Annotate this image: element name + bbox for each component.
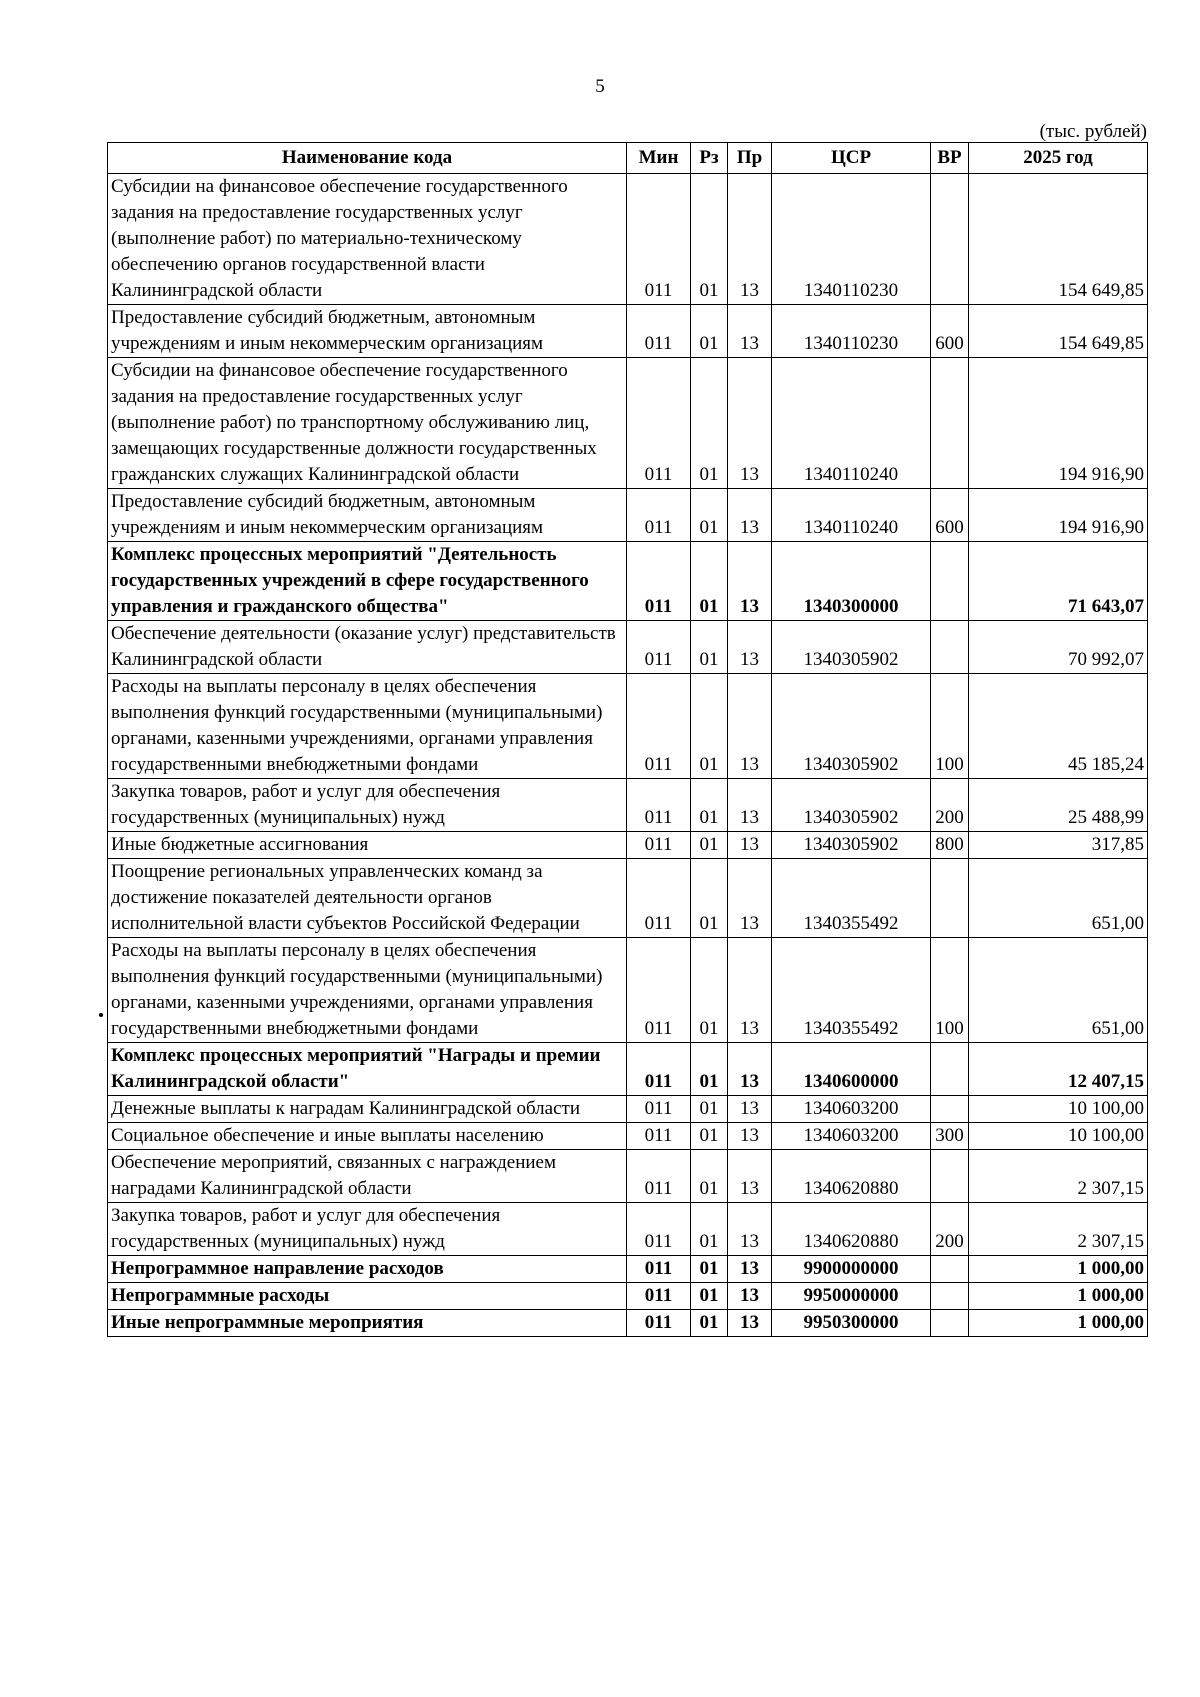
cell-csr: 1340110240 (772, 489, 931, 542)
header-csr: ЦСР (772, 143, 931, 174)
cell-name: Субсидии на финансовое обеспечение государственного задания на предоставление государственных услуг (выполнение работ) по транспортному обслуживанию лиц, замещающих государственные должности государственных гражданских служащих Калининградской области (108, 358, 627, 489)
cell-amount: 1 000,00 (969, 1256, 1148, 1283)
cell-pr: 13 (728, 174, 772, 305)
cell-min: 011 (627, 1203, 691, 1256)
cell-min: 011 (627, 832, 691, 859)
table-body (108, 174, 1148, 1337)
cell-pr: 13 (728, 1043, 772, 1096)
cell-vr (931, 859, 969, 938)
cell-vr: 600 (931, 305, 969, 358)
cell-name: Расходы на выплаты персоналу в целях обеспечения выполнения функций государственными (муниципальными) органами, казенными учреждениями, органами управления государственными внебюджетными фондами (108, 674, 627, 779)
cell-pr: 13 (728, 1096, 772, 1123)
cell-name: Социальное обеспечение и иные выплаты населению (108, 1123, 627, 1150)
cell-pr: 13 (728, 1310, 772, 1337)
cell-rz: 01 (691, 1283, 728, 1310)
cell-csr: 1340620880 (772, 1203, 931, 1256)
cell-rz: 01 (691, 1150, 728, 1203)
cell-name: Поощрение региональных управленческих команд за достижение показателей деятельности органов исполнительной власти субъектов Российской Федерации (108, 859, 627, 938)
cell-csr: 1340300000 (772, 542, 931, 621)
cell-vr (931, 1043, 969, 1096)
cell-csr: 9950000000 (772, 1283, 931, 1310)
table-row (108, 1256, 1148, 1283)
cell-min: 011 (627, 358, 691, 489)
cell-csr: 9900000000 (772, 1256, 931, 1283)
table-row (108, 859, 1148, 938)
cell-min: 011 (627, 1123, 691, 1150)
cell-pr: 13 (728, 305, 772, 358)
cell-min: 011 (627, 674, 691, 779)
cell-name: Расходы на выплаты персоналу в целях обеспечения выполнения функций государственными (муниципальными) органами, казенными учреждениями, органами управления государственными внебюджетными фондами (108, 938, 627, 1043)
table-row (108, 1150, 1148, 1203)
cell-name: Непрограммное направление расходов (108, 1256, 627, 1283)
cell-amount: 154 649,85 (969, 174, 1148, 305)
cell-vr (931, 174, 969, 305)
cell-rz: 01 (691, 1123, 728, 1150)
cell-csr: 1340355492 (772, 938, 931, 1043)
table-row (108, 779, 1148, 832)
cell-min: 011 (627, 489, 691, 542)
cell-csr: 1340110240 (772, 358, 931, 489)
table-row (108, 1123, 1148, 1150)
cell-amount: 25 488,99 (969, 779, 1148, 832)
cell-name: Иные бюджетные ассигнования (108, 832, 627, 859)
cell-rz: 01 (691, 1256, 728, 1283)
cell-amount: 2 307,15 (969, 1203, 1148, 1256)
table-row (108, 1043, 1148, 1096)
table-row (108, 1096, 1148, 1123)
cell-pr: 13 (728, 859, 772, 938)
cell-rz: 01 (691, 1096, 728, 1123)
cell-rz: 01 (691, 1310, 728, 1337)
header-year: 2025 год (969, 143, 1148, 174)
cell-amount: 1 000,00 (969, 1283, 1148, 1310)
page-number: 5 (595, 76, 605, 97)
cell-pr: 13 (728, 938, 772, 1043)
cell-pr: 13 (728, 1256, 772, 1283)
cell-pr: 13 (728, 1203, 772, 1256)
cell-vr (931, 1256, 969, 1283)
table-row (108, 542, 1148, 621)
table-header-row (108, 143, 1148, 174)
budget-table (107, 142, 1148, 1337)
cell-amount: 1 000,00 (969, 1310, 1148, 1337)
cell-rz: 01 (691, 358, 728, 489)
header-vr: ВР (931, 143, 969, 174)
cell-pr: 13 (728, 1150, 772, 1203)
units-label: (тыс. рублей) (1039, 121, 1147, 142)
cell-amount: 317,85 (969, 832, 1148, 859)
cell-name: Закупка товаров, работ и услуг для обеспечения государственных (муниципальных) нужд (108, 779, 627, 832)
cell-csr: 1340305902 (772, 621, 931, 674)
cell-min: 011 (627, 1283, 691, 1310)
cell-min: 011 (627, 305, 691, 358)
cell-vr (931, 621, 969, 674)
cell-csr: 1340600000 (772, 1043, 931, 1096)
cell-rz: 01 (691, 489, 728, 542)
scan-dot (99, 1013, 103, 1017)
cell-vr: 300 (931, 1123, 969, 1150)
cell-min: 011 (627, 1310, 691, 1337)
cell-rz: 01 (691, 832, 728, 859)
cell-amount: 154 649,85 (969, 305, 1148, 358)
table-row (108, 621, 1148, 674)
cell-csr: 1340603200 (772, 1096, 931, 1123)
cell-vr: 800 (931, 832, 969, 859)
cell-rz: 01 (691, 674, 728, 779)
cell-pr: 13 (728, 779, 772, 832)
table-row (108, 174, 1148, 305)
table-row (108, 489, 1148, 542)
cell-rz: 01 (691, 621, 728, 674)
cell-csr: 1340110230 (772, 174, 931, 305)
cell-pr: 13 (728, 832, 772, 859)
cell-name: Закупка товаров, работ и услуг для обеспечения государственных (муниципальных) нужд (108, 1203, 627, 1256)
cell-min: 011 (627, 779, 691, 832)
cell-vr: 100 (931, 938, 969, 1043)
cell-amount: 651,00 (969, 938, 1148, 1043)
cell-name: Иные непрограммные мероприятия (108, 1310, 627, 1337)
cell-vr: 200 (931, 1203, 969, 1256)
cell-csr: 9950300000 (772, 1310, 931, 1337)
table-row (108, 305, 1148, 358)
cell-rz: 01 (691, 938, 728, 1043)
cell-amount: 194 916,90 (969, 358, 1148, 489)
cell-vr (931, 358, 969, 489)
cell-pr: 13 (728, 489, 772, 542)
cell-name: Комплекс процессных мероприятий "Деятельность государственных учреждений в сфере государственного управления и гражданского общества" (108, 542, 627, 621)
cell-min: 011 (627, 859, 691, 938)
cell-amount: 10 100,00 (969, 1096, 1148, 1123)
cell-amount: 10 100,00 (969, 1123, 1148, 1150)
cell-name: Обеспечение деятельности (оказание услуг) представительств Калининградской области (108, 621, 627, 674)
cell-csr: 1340620880 (772, 1150, 931, 1203)
cell-pr: 13 (728, 1123, 772, 1150)
cell-csr: 1340305902 (772, 832, 931, 859)
table-row (108, 1203, 1148, 1256)
cell-min: 011 (627, 938, 691, 1043)
cell-vr: 100 (931, 674, 969, 779)
cell-rz: 01 (691, 859, 728, 938)
cell-min: 011 (627, 1150, 691, 1203)
table-row (108, 1283, 1148, 1310)
cell-csr: 1340355492 (772, 859, 931, 938)
cell-name: Обеспечение мероприятий, связанных с награждением наградами Калининградской области (108, 1150, 627, 1203)
cell-amount: 12 407,15 (969, 1043, 1148, 1096)
cell-pr: 13 (728, 674, 772, 779)
cell-amount: 651,00 (969, 859, 1148, 938)
cell-name: Предоставление субсидий бюджетным, автономным учреждениям и иным некоммерческим организациям (108, 305, 627, 358)
cell-amount: 2 307,15 (969, 1150, 1148, 1203)
table-row (108, 358, 1148, 489)
cell-min: 011 (627, 621, 691, 674)
cell-min: 011 (627, 542, 691, 621)
cell-rz: 01 (691, 779, 728, 832)
cell-pr: 13 (728, 1283, 772, 1310)
cell-csr: 1340305902 (772, 674, 931, 779)
header-min: Мин (627, 143, 691, 174)
cell-pr: 13 (728, 542, 772, 621)
cell-vr (931, 1310, 969, 1337)
cell-name: Комплекс процессных мероприятий "Награды и премии Калининградской области" (108, 1043, 627, 1096)
cell-min: 011 (627, 1256, 691, 1283)
cell-amount: 194 916,90 (969, 489, 1148, 542)
cell-rz: 01 (691, 542, 728, 621)
table-row (108, 674, 1148, 779)
cell-pr: 13 (728, 358, 772, 489)
cell-rz: 01 (691, 174, 728, 305)
cell-min: 011 (627, 1043, 691, 1096)
table-row (108, 832, 1148, 859)
cell-vr (931, 1096, 969, 1123)
cell-csr: 1340305902 (772, 779, 931, 832)
cell-vr: 200 (931, 779, 969, 832)
cell-amount: 71 643,07 (969, 542, 1148, 621)
header-pr: Пр (728, 143, 772, 174)
cell-min: 011 (627, 174, 691, 305)
cell-pr: 13 (728, 621, 772, 674)
header-name: Наименование кода (108, 143, 627, 174)
cell-name: Предоставление субсидий бюджетным, автономным учреждениям и иным некоммерческим организациям (108, 489, 627, 542)
cell-csr: 1340110230 (772, 305, 931, 358)
cell-name: Непрограммные расходы (108, 1283, 627, 1310)
cell-vr (931, 1150, 969, 1203)
cell-min: 011 (627, 1096, 691, 1123)
cell-rz: 01 (691, 1043, 728, 1096)
cell-rz: 01 (691, 1203, 728, 1256)
cell-name: Денежные выплаты к наградам Калининградской области (108, 1096, 627, 1123)
cell-vr (931, 542, 969, 621)
header-rz: Рз (691, 143, 728, 174)
cell-rz: 01 (691, 305, 728, 358)
cell-amount: 45 185,24 (969, 674, 1148, 779)
cell-vr (931, 1283, 969, 1310)
cell-vr: 600 (931, 489, 969, 542)
cell-amount: 70 992,07 (969, 621, 1148, 674)
cell-name: Субсидии на финансовое обеспечение государственного задания на предоставление государственных услуг (выполнение работ) по материально-техническому обеспечению органов государственной власти Калининградской области (108, 174, 627, 305)
cell-csr: 1340603200 (772, 1123, 931, 1150)
table-row (108, 1310, 1148, 1337)
table-row (108, 938, 1148, 1043)
